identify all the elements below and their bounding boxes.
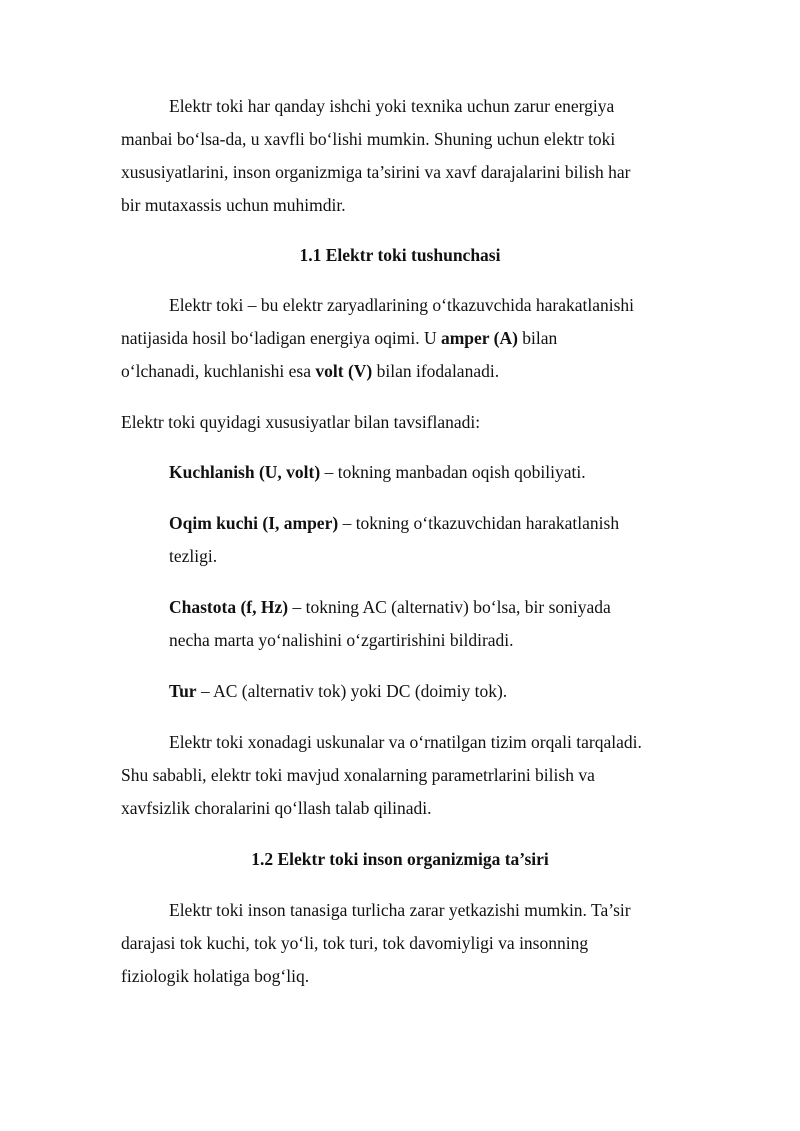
prop-type [169,681,507,702]
prop-desc: – tokning manbadan oqish qobiliyati. [320,462,586,482]
s1-p3-line-3: xavfsizlik choralarini qo‘llash talab qilinadi. [121,798,432,818]
text-span: natijasida hosil bo‘ladigan energiya oqimi. U [121,328,441,348]
prop-term: Tur [169,681,197,701]
text-span: o‘lchanadi, kuchlanishi esa [121,361,316,381]
bold-term-volt: volt (V) [315,361,373,381]
intro-line-3: xususiyatlarini, inson organizmiga ta’sirini va xavf darajalarini bilish har [121,162,631,182]
s1-p2: Elektr toki quyidagi xususiyatlar bilan tavsiflanadi: [121,412,481,432]
intro-line-1: Elektr toki har qanday ishchi yoki texnika uchun zarur energiya [169,96,615,116]
s2-p1-line-1: Elektr toki inson tanasiga turlicha zarar yetkazishi mumkin. Ta’sir [169,900,631,920]
text-span: bilan ifodalanadi. [372,361,500,381]
prop-term: Oqim kuchi (I, amper) [169,513,339,533]
prop-desc: – tokning AC (alternativ) bo‘lsa, bir soniyada [288,597,611,617]
prop-desc: – tokning o‘tkazuvchidan harakatlanish [338,513,620,533]
intro-line-2: manbai bo‘lsa-da, u xavfli bo‘lishi mumkin. Shuning uchun elektr toki [121,129,616,149]
prop-current [169,513,619,534]
s1-p1-line-2 [121,328,557,349]
prop-frequency [169,597,611,618]
bold-term-amper: amper (A) [440,328,518,348]
prop-term: Chastota (f, Hz) [169,597,289,617]
section-1-heading: 1.1 Elektr toki tushunchasi [299,245,501,265]
s2-p1-line-2: darajasi tok kuchi, tok yo‘li, tok turi, tok davomiyligi va insonning [121,933,589,953]
s1-p1-line-3 [121,361,499,382]
section-2-heading: 1.2 Elektr toki inson organizmiga ta’siri [251,849,549,869]
prop-voltage [169,462,586,483]
prop-current-cont: tezligi. [169,546,218,566]
prop-frequency-cont: necha marta yo‘nalishini o‘zgartirishini bildiradi. [169,630,514,650]
intro-line-4: bir mutaxassis uchun muhimdir. [121,195,346,215]
prop-desc: – AC (alternativ tok) yoki DC (doimiy tok). [196,681,508,701]
s2-p1-line-3: fiziologik holatiga bog‘liq. [121,966,310,986]
prop-term: Kuchlanish (U, volt) [169,462,321,482]
s1-p3-line-1: Elektr toki xonadagi uskunalar va o‘rnatilgan tizim orqali tarqaladi. [169,732,642,752]
text-span: bilan [517,328,558,348]
s1-p3-line-2: Shu sababli, elektr toki mavjud xonalarning parametrlarini bilish va [121,765,595,785]
s1-p1-line-1: Elektr toki – bu elektr zaryadlarining o‘tkazuvchida harakatlanishi [169,295,635,315]
